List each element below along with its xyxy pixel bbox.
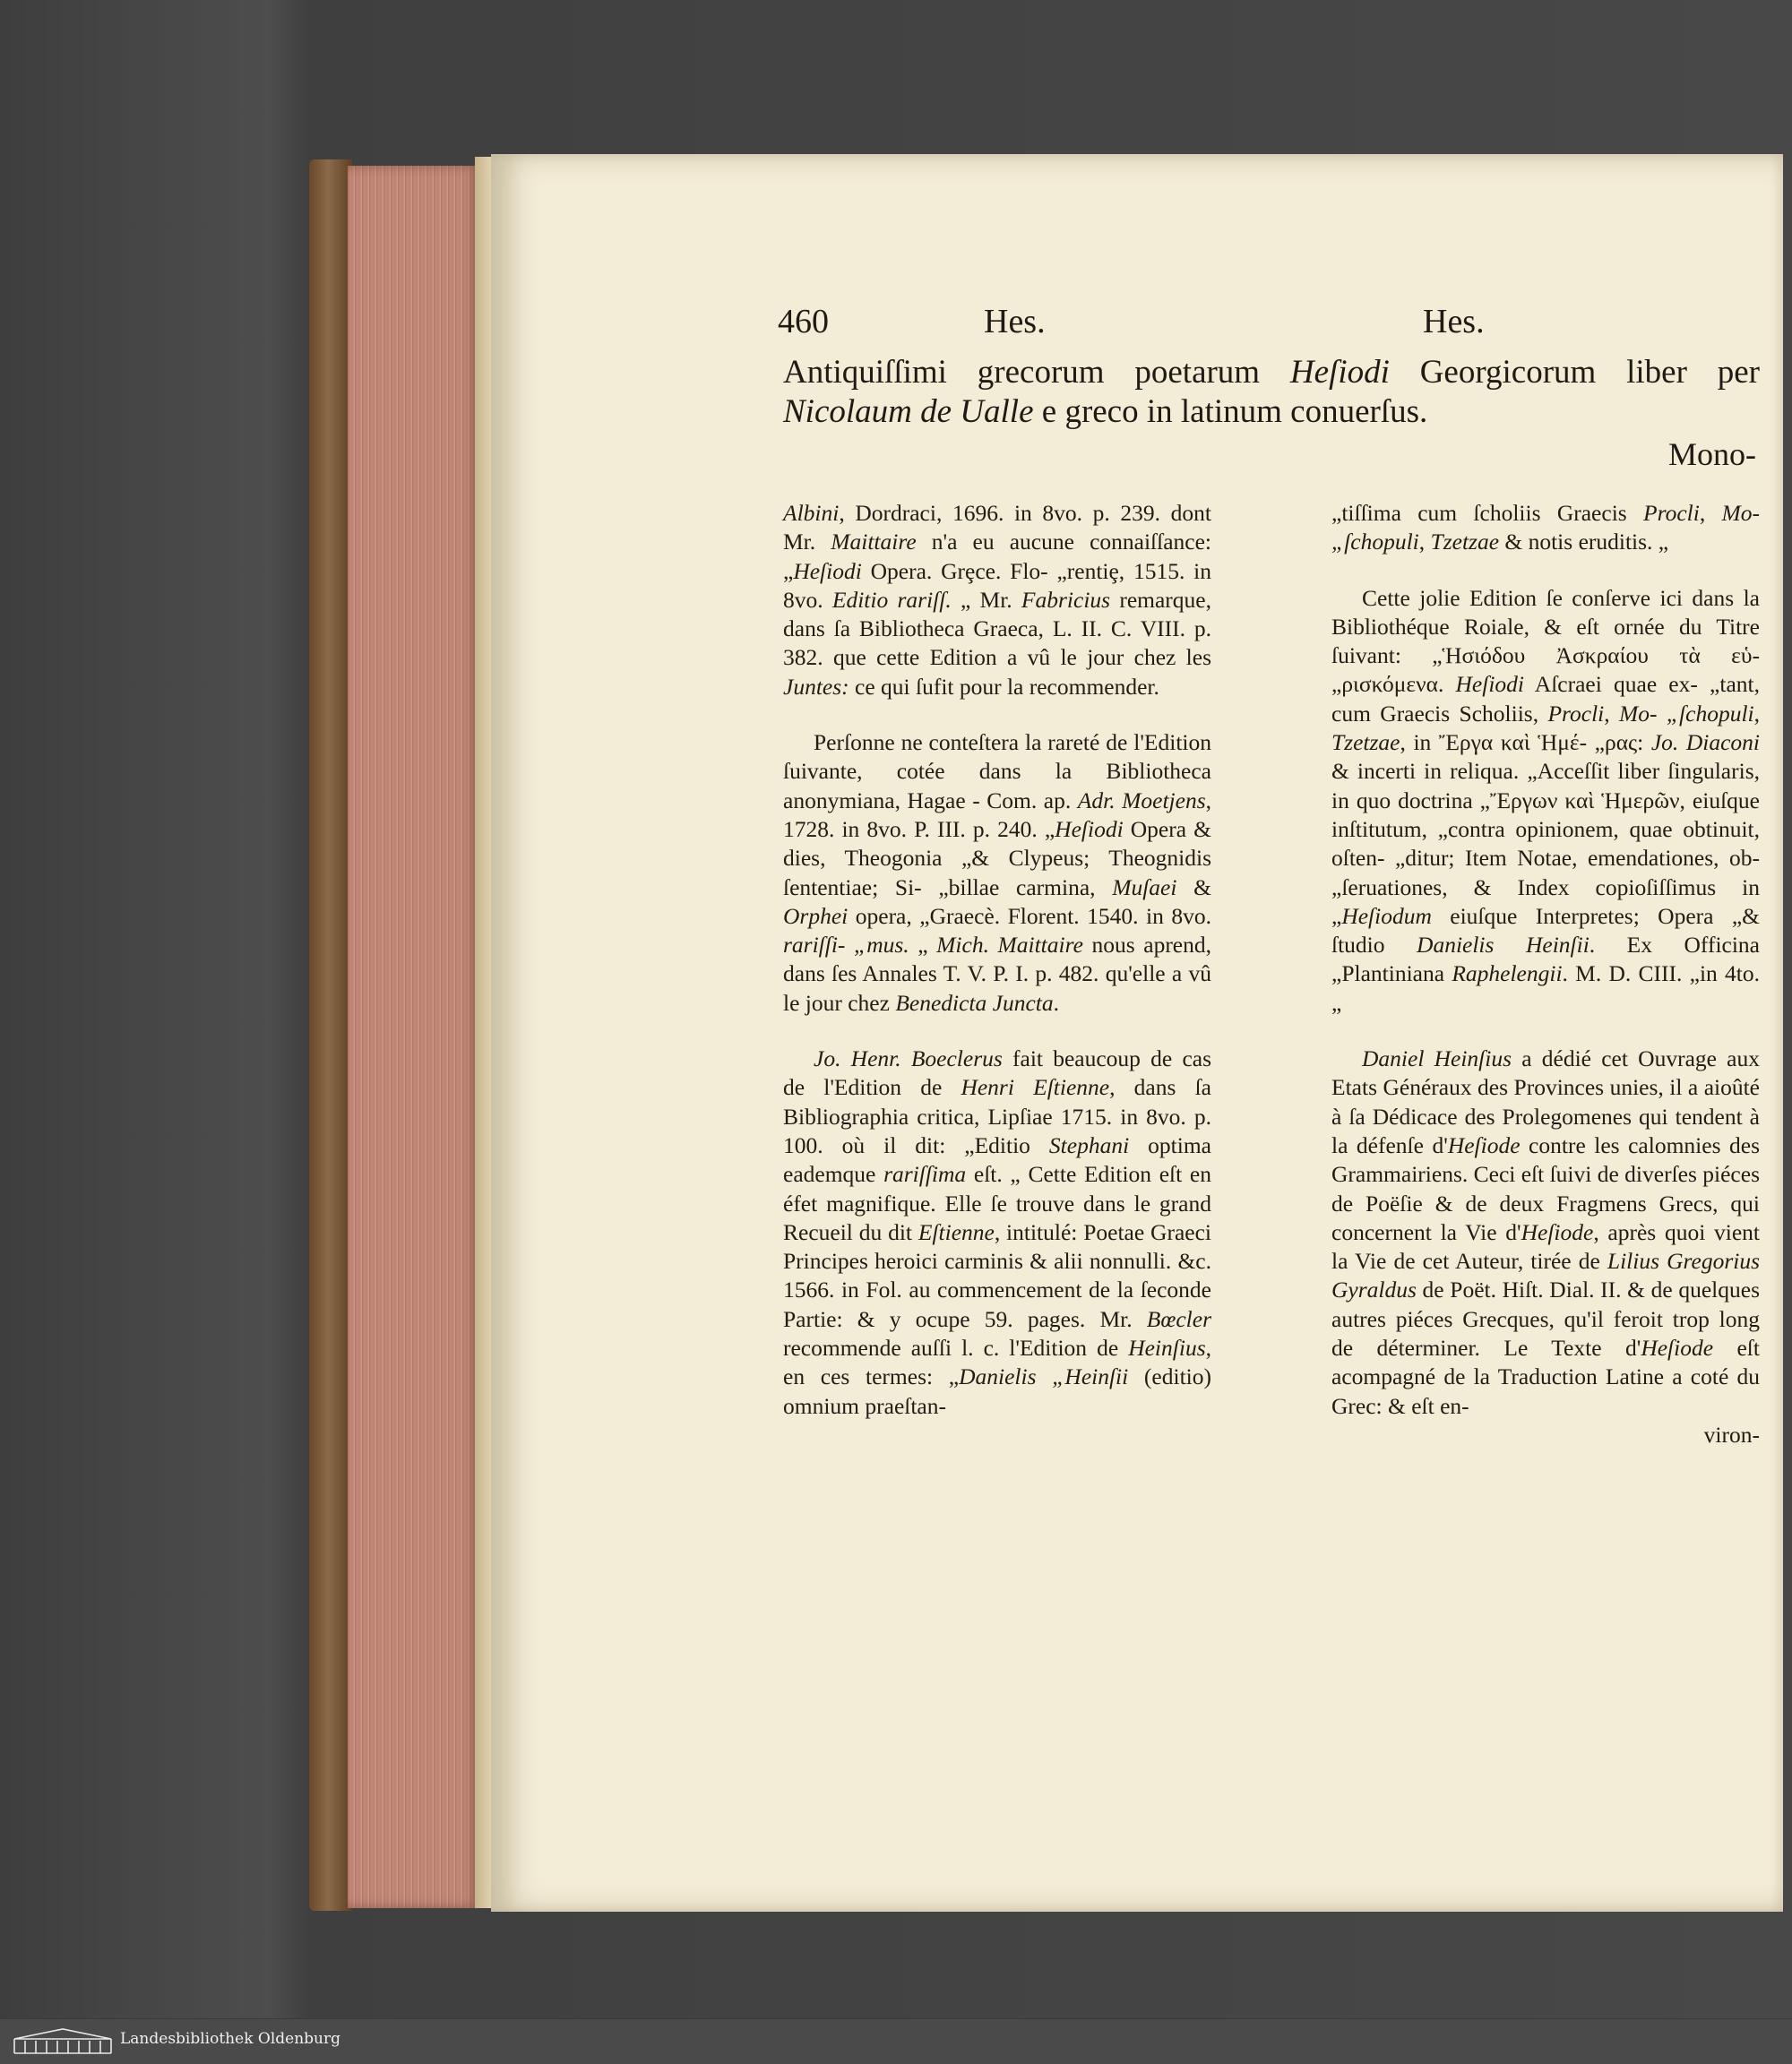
library-building-icon	[11, 2026, 115, 2057]
body-text: „tiſſima cum ſcholiis Graecis	[1331, 500, 1644, 526]
page-number: 460	[778, 303, 829, 340]
italic-text: Heſiode	[1521, 1218, 1594, 1245]
body-text: a dédié cet Ouvrage aux Etats Généraux des Provinces unies, il a aioûté à ſa Dédicace des Prolegomenes qui tendent à la défenſe d'	[1331, 1045, 1760, 1158]
title-author: Heſiodi	[1289, 354, 1390, 391]
italic-text: Jo. Diaconi	[1650, 729, 1760, 756]
body-text: „	[909, 932, 937, 959]
body-text: eſt. „ Cette Edition eſt en éfet magnifique. Elle ſe trouve dans le grand Recueil du dit	[783, 1161, 1211, 1245]
body-text: &	[1176, 873, 1211, 900]
body-text: ,	[1699, 500, 1722, 526]
body-text: nous aprend, dans ſes Annales T. V. P. I. p. 482. qu'elle a vû le jour chez	[783, 932, 1211, 1016]
italic-text: Heſiodum	[1341, 902, 1432, 929]
body-text: , in Ἔργα καὶ Ἡμέ- „ρας:	[1400, 729, 1651, 756]
body-text: . Ex Officina „Plantiniana	[1331, 932, 1760, 987]
title-translator: Nicolaum de Ualle	[783, 393, 1034, 430]
body-text: Perſonne ne conteſtera la rareté de l'Edition ſuivante, cotée dans la Bibliotheca anonymiana, Hagae - Com. ap.	[783, 729, 1211, 813]
body-text: de Poët. Hiſt. Dial. II. & de quelques autres piéces Grecques, qu'il feroit trop long de déterminer. Le Texte d'	[1331, 1277, 1760, 1362]
left-column	[783, 499, 1211, 1421]
italic-text: Daniel Heinſius	[1362, 1045, 1512, 1072]
body-text: , dans ſa Bibliographia critica, Lipſiae 1715. in 8vo. p. 100. où il dit: „Editio	[783, 1074, 1211, 1158]
italic-text: Mo- „ſchopuli	[1331, 500, 1761, 555]
body-text: , 1728. in 8vo. P. III. p. 240. „	[783, 787, 1211, 842]
body-text: Cette jolie Edition ſe conſerve ici dans la Bibliothéque Roiale, & eſt ornée du Titre ſuivant: „Ἡσιόδου Ἀσκραίου τὰ εὑ- „ρισκόμενα.	[1331, 584, 1760, 698]
body-text: opera, „Graecè. Florent. 1540. in 8vo.	[848, 902, 1211, 929]
title-text: Antiquiſſimi grecorum poetarum	[783, 354, 1290, 391]
italic-text: Albini	[783, 500, 840, 526]
italic-text: Heſiodi	[793, 557, 862, 584]
paragraph	[1331, 584, 1760, 1018]
italic-text: Mo- „ſchopuli	[1619, 700, 1754, 727]
italic-text: Adr. Moetjens	[1077, 787, 1206, 813]
italic-text: Eſtienne	[918, 1218, 995, 1245]
title-text: e greco in latinum conuerſus.	[1033, 393, 1428, 430]
book-page	[491, 154, 1783, 1912]
body-text: remarque, dans ſa Bibliotheca Graeca, L. II. C. VIII. p. 382. que cette Edition a vû le jour chez les	[783, 586, 1211, 671]
italic-text: Tzetzae	[1331, 729, 1400, 756]
italic-text: Danielis Heinſii	[1417, 932, 1590, 959]
body-text: Aſcraei quae ex- „tant, cum Graecis Scholiis,	[1331, 671, 1760, 727]
italic-text: Raphelengii	[1452, 960, 1563, 987]
library-name: Landesbibliothek Oldenburg	[120, 2030, 341, 2048]
title-text: Georgicorum liber per	[1389, 354, 1760, 391]
italic-text: Heinſius	[1128, 1335, 1206, 1362]
page-block-edge	[348, 166, 480, 1908]
italic-text: Mich. Maittaire	[936, 932, 1083, 959]
body-text: .	[1053, 989, 1059, 1016]
italic-text: Benedicta Juncta	[895, 989, 1054, 1016]
body-text: contre les calomnies des Grammairiens. Ceci eſt ſuivi de diverſes piéces de Poëſie & de deux Fragmens Grecs, qui concernent la Vie d'	[1331, 1131, 1761, 1245]
italic-text: Stephani	[1048, 1131, 1130, 1158]
body-text: „ Mr.	[951, 586, 1021, 613]
body-text: ,	[1753, 700, 1760, 727]
running-head-right: Hes.	[1423, 303, 1485, 340]
paragraph	[1331, 499, 1760, 557]
italic-text: Danielis „Heinſii	[959, 1363, 1129, 1390]
italic-text: rariſſi- „mus.	[783, 932, 909, 959]
body-text: eiuſque Interpretes; Opera „& ſtudio	[1331, 902, 1760, 959]
body-text: , en ces termes: „	[783, 1335, 1211, 1390]
body-text: ,	[1604, 700, 1619, 727]
body-text: recommende auſſi l. c. l'Edition de	[783, 1335, 1129, 1362]
italic-text: Muſaei	[1112, 873, 1177, 900]
body-text: eſt acompagné de la Traduction Latine a coté du Grec: & eſt en-	[1331, 1335, 1760, 1419]
italic-text: Editio rariſſ.	[831, 586, 952, 613]
body-text: ce qui ſufit pour la recommender.	[849, 673, 1159, 700]
body-text: n'a eu aucune connaiſſance: „	[783, 529, 1211, 584]
italic-text: Heſiodi	[1055, 815, 1124, 842]
body-text: optima eademque	[783, 1131, 1211, 1188]
book-title-entry	[783, 353, 1760, 432]
body-text: fait beaucoup de cas de l'Edition de	[783, 1045, 1211, 1101]
italic-text: Orphei	[783, 902, 849, 929]
italic-text: Jo. Henr. Boeclerus	[814, 1045, 1003, 1072]
paragraph	[783, 728, 1211, 1018]
running-head-left: Hes.	[984, 303, 1046, 340]
italic-text: Henri Eſtienne	[961, 1074, 1110, 1101]
italic-text: Heſiodi	[1455, 671, 1525, 698]
italic-text: Procli	[1643, 500, 1700, 526]
body-text: , intitulé: Poetae Graeci Principes heroici carminis & alii nonnulli. &c. 1566. in Fol. au commencement de la ſeconde Partie: & y ocupe 59. pages. Mr.	[783, 1218, 1211, 1332]
italic-text: Tzetzae	[1430, 529, 1500, 555]
paragraph	[783, 1045, 1211, 1421]
body-text: , Dordraci, 1696. in 8vo. p. 239. dont Mr.	[783, 500, 1211, 555]
italic-text: Maittaire	[831, 529, 917, 555]
body-text: & notis eruditis. „	[1499, 529, 1669, 555]
body-text: ,	[1418, 529, 1431, 555]
paragraph	[783, 499, 1211, 701]
italic-text: Juntes:	[783, 673, 849, 700]
italic-text: Heſiode	[1641, 1335, 1714, 1362]
book-cover-edge	[309, 159, 352, 1911]
body-text: , après quoi vient la Vie de cet Auteur, tirée de	[1331, 1218, 1760, 1275]
italic-text: rariſſima	[883, 1161, 967, 1188]
right-column	[1331, 499, 1760, 1449]
body-text: Opera. Grȩce. Flo- „rentiȩ, 1515. in 8vo.	[783, 557, 1211, 613]
italic-text: Procli	[1547, 700, 1605, 727]
italic-text: Lilius Gregorius Gyraldus	[1331, 1248, 1760, 1303]
italic-text: Bœcler	[1146, 1305, 1211, 1332]
body-text: . M. D. CIII. „in 4to. „	[1331, 960, 1761, 1016]
body-text: (editio) omnium praeſtan-	[783, 1363, 1211, 1419]
body-text: & incerti in reliqua. „Acceſſit liber ſingularis, in quo doctrina „Ἔργων καὶ Ἡμερῶν, eiuſque inſtitutum, „contra opinionem, quae obtinuit, oſten- „ditur; Item Notae, emendationes, ob- „ſeruationes, & Index copioſiſſimus in „	[1331, 758, 1760, 929]
italic-text: Fabricius	[1021, 586, 1111, 613]
catchword-bottom: viron-	[1703, 1421, 1760, 1448]
footer-bar	[0, 2018, 1792, 2064]
paragraph	[1331, 1045, 1760, 1421]
italic-text: Heſiode	[1447, 1131, 1521, 1158]
body-text: Opera & dies, Theogonia „& Clypeus; Theognidis ſententiae; Si- „billae carmina,	[783, 815, 1211, 900]
catchword-top: Mono-	[1668, 436, 1756, 472]
